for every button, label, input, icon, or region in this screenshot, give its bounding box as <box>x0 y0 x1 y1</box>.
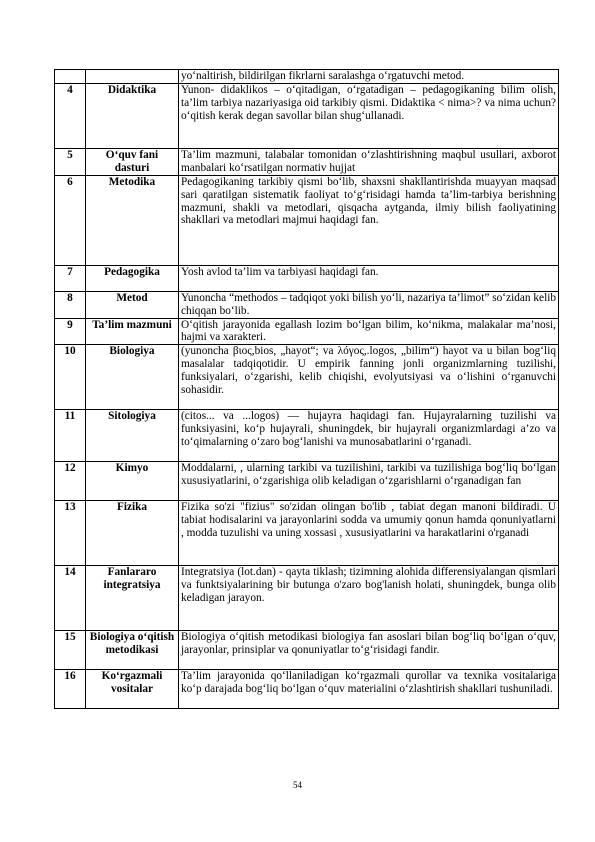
definition-cell: Yunoncha “methodos – tadqiqot yoki bilish yo‘li, nazariya ta’limot” so‘zidan kelib chiqqan bo‘lib. <box>179 291 559 318</box>
term-cell: Fanlararo integratsiya <box>86 566 179 631</box>
term-cell: Ta’lim mazmuni <box>86 318 179 345</box>
page-number: 54 <box>293 780 302 790</box>
row-number: 10 <box>55 345 86 410</box>
term-cell: Didaktika <box>86 83 179 148</box>
definition-cell: Integratsiya (lot.dan) - qayta tiklash; tizimning alohida differensiyalangan qismlari va funktsiyalarining bir butunga o'zaro bog'lanish holati, shuningdek, bunga olib keladigan jarayon. <box>179 566 559 631</box>
row-number: 6 <box>55 175 86 265</box>
table-row <box>55 70 559 84</box>
term-cell: Biologiya o‘qitish metodikasi <box>86 631 179 670</box>
term-cell: Sitologiya <box>86 410 179 462</box>
definition-cell: Biologiya o‘qitish metodikasi biologiya fan asoslari bilan bog‘liq bo‘lgan o‘quv, jarayonlar, prinsiplar va qonuniyatlar to‘g‘risidagi fandir. <box>179 631 559 670</box>
term-cell <box>86 70 179 84</box>
definition-cell: Yosh avlod ta’lim va tarbiyasi haqidagi fan. <box>179 265 559 291</box>
term-cell: Kimyo <box>86 462 179 501</box>
table-row <box>55 175 559 265</box>
row-number: 14 <box>55 566 86 631</box>
definition-cell: Ta’lim jarayonida qo‘llaniladigan ko‘rgazmali qurollar va texnika vositalariga ko‘p darajada bog‘liq bo‘lgan o‘quv materialini o‘zlashtirish shakllari tushuniladi. <box>179 670 559 709</box>
table-row <box>55 670 559 709</box>
table-row <box>55 566 559 631</box>
table-row <box>55 462 559 501</box>
row-number: 16 <box>55 670 86 709</box>
table-row <box>55 318 559 345</box>
definition-cell: Yunon- didaklikos – o‘qitadigan, o‘rgatadigan – pedagogikaning bilim olish, ta’lim tarbiya nazariyasiga oid tarkibiy qismi. Didaktika < nima>? va nima uchun? o‘qitish kerak degan savollar bilan shug‘ullanadi. <box>179 83 559 148</box>
row-number: 13 <box>55 501 86 566</box>
row-number: 12 <box>55 462 86 501</box>
table-row <box>55 501 559 566</box>
row-number: 4 <box>55 83 86 148</box>
table-row <box>55 83 559 148</box>
row-number: 7 <box>55 265 86 291</box>
row-number: 8 <box>55 291 86 318</box>
row-number <box>55 70 86 84</box>
definition-cell: (yunoncha βιος,bios, „hayot“; va λóγος,.logos, „bilim“) hayot va u bilan bog‘liq masalalar tadqiqotidir. U empirik fanning jonli organizmlarning tuzilishi, funksiyalari, o‘zgarishi, kelib chiqishi, evolyutsiyasi va o‘lishini o‘rganuvchi sohasidir. <box>179 345 559 410</box>
row-number: 11 <box>55 410 86 462</box>
glossary-table <box>54 69 559 709</box>
term-cell: Biologiya <box>86 345 179 410</box>
row-number: 15 <box>55 631 86 670</box>
term-cell: Fizika <box>86 501 179 566</box>
definition-cell: Ta’lim mazmuni, talabalar tomonidan o‘zlashtirishning maqbul usullari, axborot manbalari ko‘rsatilgan normativ hujjat <box>179 148 559 175</box>
definition-cell: Moddalarni, , ularning tarkibi va tuzilishini, tarkibi va tuzilishiga bog‘liq bo‘lgan xususiyatlarini, o‘zgarishiga olib keladigan o‘zgarishlarni o‘rganadigan fan <box>179 462 559 501</box>
table-row <box>55 265 559 291</box>
term-cell: Metod <box>86 291 179 318</box>
term-cell: Pedagogika <box>86 265 179 291</box>
definition-cell: yo‘naltirish, bildirilgan fikrlarni saralashga o‘rgatuvchi metod. <box>179 70 559 84</box>
table-row <box>55 148 559 175</box>
definition-cell: (citos... va ...logos) — hujayra haqidagi fan. Hujayralarning tuzilishi va funksiyasini, ko‘p hujayrali, shuningdek, bir hujayrali organizmlardagi a’zo va to‘qimalarning o‘zaro bog‘lanishi va munosabatlarini o‘rganadi. <box>179 410 559 462</box>
term-cell: O‘quv fani dasturi <box>86 148 179 175</box>
term-cell: Metodika <box>86 175 179 265</box>
table-row <box>55 345 559 410</box>
row-number: 9 <box>55 318 86 345</box>
table-row <box>55 410 559 462</box>
definition-cell: O‘qitish jarayonida egallash lozim bo‘lgan bilim, ko‘nikma, malakalar ma’nosi, hajmi va xarakteri. <box>179 318 559 345</box>
definition-cell: Pedagogikaning tarkibiy qismi bo‘lib, shaxsni shakllantirishda muayyan maqsad sari qaratilgan sistematik faoliyat to‘g‘risidagi hamda ta’lim-tarbiya berishning mazmuni, shakli va metodlari, qisqacha aytganda, ilmiy bilish faoliyatining shakllari va metodlari majmui haqidagi fan. <box>179 175 559 265</box>
glossary-table-body <box>55 70 559 709</box>
table-row <box>55 631 559 670</box>
table-row <box>55 291 559 318</box>
definition-cell: Fizika so'zi "fizius" so'zidan olingan bo'lib , tabiat degan manoni bildiradi. U tabiat hodisalarini va jarayonlarini sodda va umumiy qonun hamda qonuniyatlarni , modda tuzulishi va uning xossasi , xususiyatlarini va harakatlarini o'rganadi <box>179 501 559 566</box>
term-cell: Ko‘rgazmali vositalar <box>86 670 179 709</box>
row-number: 5 <box>55 148 86 175</box>
